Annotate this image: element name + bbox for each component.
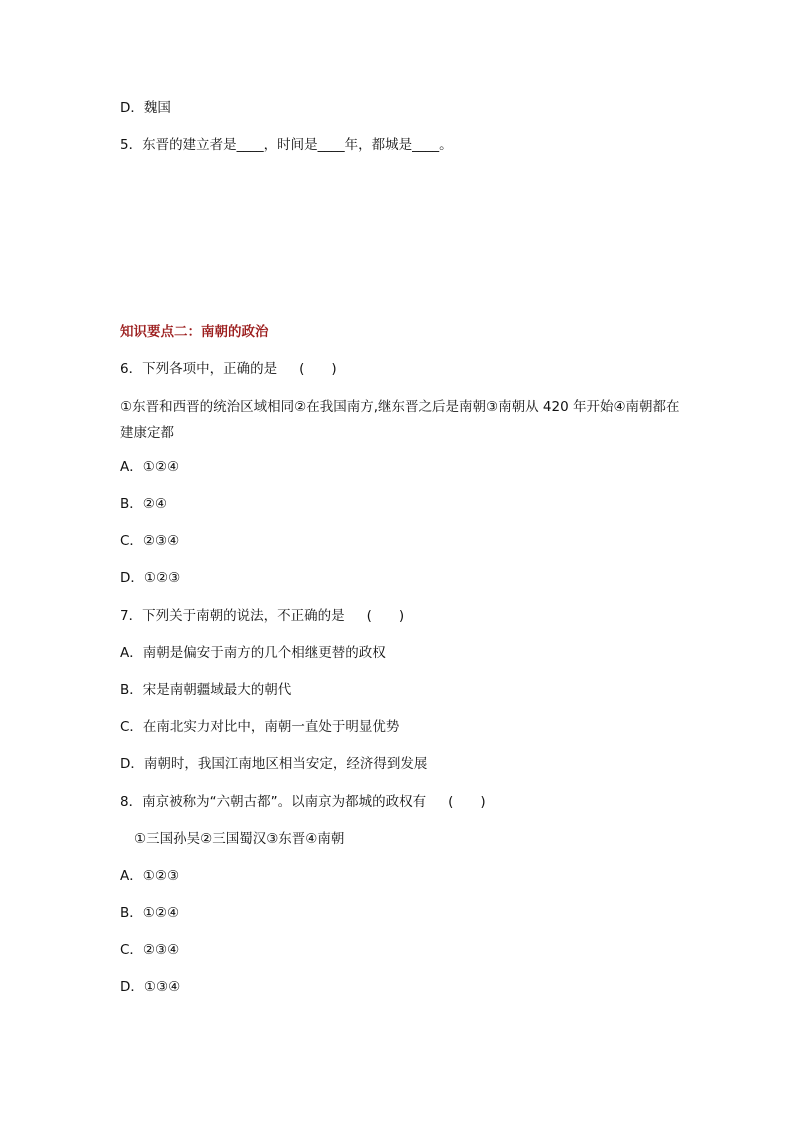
question-6-stem xyxy=(120,359,337,379)
question-6-option-d: D．①②③ xyxy=(120,570,181,586)
answer-blank: ( ) xyxy=(448,794,486,810)
question-7-option-a: A．南朝是偏安于南方的几个相继更替的政权 xyxy=(120,645,386,661)
question-8-stem xyxy=(120,792,486,812)
question-7-option-b: B．宋是南朝疆域最大的朝代 xyxy=(120,682,292,698)
question-8-statements: ①三国孙吴②三国蜀汉③东晋④南朝 xyxy=(134,831,345,847)
question-8-option-d: D．①③④ xyxy=(120,979,181,995)
question-8-option-b: B．①②④ xyxy=(120,905,180,921)
question-8-option-a: A．①②③ xyxy=(120,868,180,884)
question-8-text: 8．南京被称为“六朝古都”。以南京为都城的政权有 xyxy=(120,794,427,810)
question-6-option-b: B．②④ xyxy=(120,496,167,512)
question-7-stem xyxy=(120,606,404,626)
question-6-statements: ①东晋和西晋的统治区域相同②在我国南方,继东晋之后是南朝③南朝从 420 年开始④南朝都在建康定都 xyxy=(120,399,680,441)
question-6-text: 6．下列各项中，正确的是 xyxy=(120,361,278,377)
question-6-option-a: A．①②④ xyxy=(120,459,180,475)
answer-blank: ( ) xyxy=(366,608,405,624)
question-6-option-c: C．②③④ xyxy=(120,533,180,549)
question-7-option-d: D．南朝时，我国江南地区相当安定，经济得到发展 xyxy=(120,756,428,772)
section-title: 知识要点二：南朝的政治 xyxy=(120,324,269,340)
question-7-option-c: C．在南北实力对比中，南朝一直处于明显优势 xyxy=(120,719,400,735)
question-5: 5．东晋的建立者是____，时间是____年，都城是____。 xyxy=(120,137,453,153)
answer-blank: ( ) xyxy=(299,361,337,377)
question-8-option-c: C．②③④ xyxy=(120,942,180,958)
question-4-option-d: D．魏国 xyxy=(120,100,171,116)
question-7-text: 7．下列关于南朝的说法，不正确的是 xyxy=(120,608,345,624)
